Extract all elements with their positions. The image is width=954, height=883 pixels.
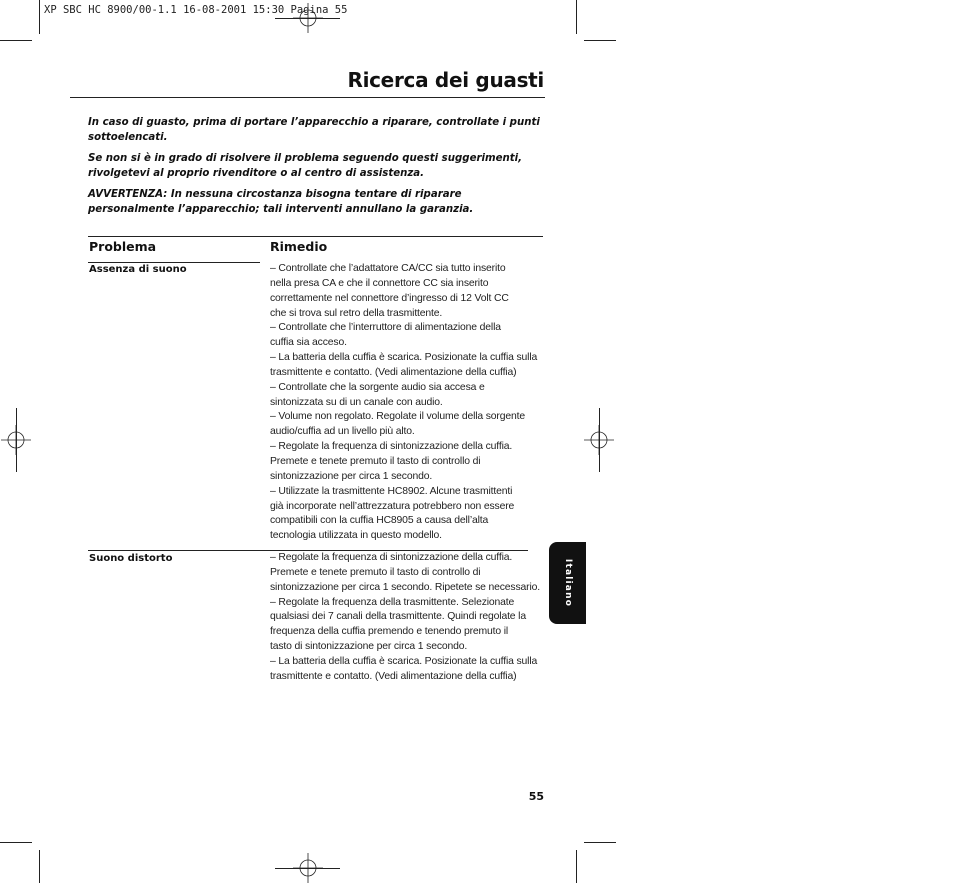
remedy-line: audio/cuffia ad un livello più alto. bbox=[270, 426, 415, 438]
remedy-line: già incorporate nell’attrezzatura potrebbero non essere bbox=[270, 500, 515, 512]
remedy-line: Premete e tenete premuto il tasto di controllo di bbox=[270, 566, 481, 578]
column-header-problem: Problema bbox=[89, 239, 157, 254]
page-title: Ricerca dei guasti bbox=[347, 68, 544, 92]
remedy-line: tecnologia utilizzata in questo modello. bbox=[270, 530, 442, 542]
remedy-line: – Regolate la frequenza della trasmittente. Selezionate bbox=[270, 596, 515, 608]
language-tab-label: Italiano bbox=[562, 558, 573, 608]
remedy-line: nella presa CA e che il connettore CC sia inserito bbox=[270, 277, 489, 289]
remedy-line: compatibili con la cuffia HC8905 a causa dell’alta bbox=[270, 515, 489, 527]
crop-mark bbox=[39, 0, 40, 34]
problem-label: Assenza di suono bbox=[89, 264, 187, 275]
remedy-line: – Volume non regolato. Regolate il volume della sorgente bbox=[270, 411, 525, 423]
title-rule bbox=[70, 97, 545, 98]
remedy-text bbox=[270, 262, 548, 544]
remedy-line: cuffia sia acceso. bbox=[270, 337, 347, 349]
crop-mark bbox=[599, 408, 600, 472]
crop-mark bbox=[0, 40, 32, 41]
remedy-line: – La batteria della cuffia è scarica. Posizionate la cuffia sulla bbox=[270, 352, 538, 364]
remedy-line: sintonizzata su di un canale con audio. bbox=[270, 396, 443, 408]
remedy-line: qualsiasi dei 7 canali della trasmittente. Quindi regolate la bbox=[270, 611, 526, 623]
remedy-line: frequenza della cuffia premendo e tenendo premuto il bbox=[270, 626, 509, 638]
remedy-line: Premete e tenete premuto il tasto di controllo di bbox=[270, 455, 481, 467]
problem-label: Suono distorto bbox=[89, 553, 173, 564]
remedy-line: – Utilizzate la trasmittente HC8902. Alcune trasmittenti bbox=[270, 485, 513, 497]
intro-paragraph: In caso di guasto, prima di portare l’apparecchio a riparare, controllate i punti sottoelencati. bbox=[88, 117, 540, 143]
remedy-line: trasmittente e contatto. (Vedi alimentazione della cuffia) bbox=[270, 670, 517, 682]
remedy-line: – Controllate che l’interruttore di alimentazione della bbox=[270, 322, 501, 334]
crop-mark bbox=[39, 850, 40, 883]
remedy-line: – Controllate che l’adattatore CA/CC sia tutto inserito bbox=[270, 263, 506, 274]
warning-paragraph: AVVERTENZA: In nessuna circostanza bisogna tentare di riparare personalmente l’apparecchio; tali interventi annullano la garanzia. bbox=[88, 189, 474, 215]
language-tab bbox=[549, 542, 586, 624]
table-top-rule bbox=[88, 236, 543, 237]
row-rule bbox=[88, 262, 260, 263]
remedy-line: – Regolate la frequenza di sintonizzazione della cuffia. bbox=[270, 441, 513, 453]
remedy-line: sintonizzazione per circa 1 secondo. bbox=[270, 470, 433, 482]
remedy-line: che si trova sul retro della trasmittente. bbox=[270, 307, 443, 319]
intro-paragraph: Se non si è in grado di risolvere il problema seguendo questi suggerimenti, rivolgetevi al proprio rivenditore o al centro di assistenza. bbox=[88, 153, 523, 179]
remedy-text bbox=[270, 551, 548, 685]
remedy-line: – Regolate la frequenza di sintonizzazione della cuffia. bbox=[270, 552, 513, 563]
crop-mark bbox=[584, 842, 616, 843]
remedy-line: – La batteria della cuffia è scarica. Posizionate la cuffia sulla bbox=[270, 655, 538, 667]
crop-mark bbox=[16, 408, 17, 472]
remedy-line: sintonizzazione per circa 1 secondo. Ripetete se necessario. bbox=[270, 581, 540, 593]
crop-mark bbox=[576, 0, 577, 34]
remedy-line: correttamente nel connettore d’ingresso di 12 Volt CC bbox=[270, 292, 509, 304]
intro-text bbox=[88, 115, 548, 223]
crop-mark bbox=[584, 40, 616, 41]
page-number: 55 bbox=[528, 790, 544, 803]
printer-slug: XP SBC HC 8900/00-1.1 16-08-2001 15:30 Pagina 55 bbox=[44, 4, 348, 16]
crop-mark bbox=[576, 850, 577, 883]
remedy-line: trasmittente e contatto. (Vedi alimentazione della cuffia) bbox=[270, 366, 517, 378]
crop-mark bbox=[275, 868, 340, 869]
crop-mark bbox=[0, 842, 32, 843]
column-header-remedy: Rimedio bbox=[270, 239, 328, 254]
remedy-line: – Controllate che la sorgente audio sia accesa e bbox=[270, 381, 485, 393]
crop-mark bbox=[275, 18, 340, 19]
remedy-line: tasto di sintonizzazione per circa 1 secondo. bbox=[270, 641, 468, 653]
